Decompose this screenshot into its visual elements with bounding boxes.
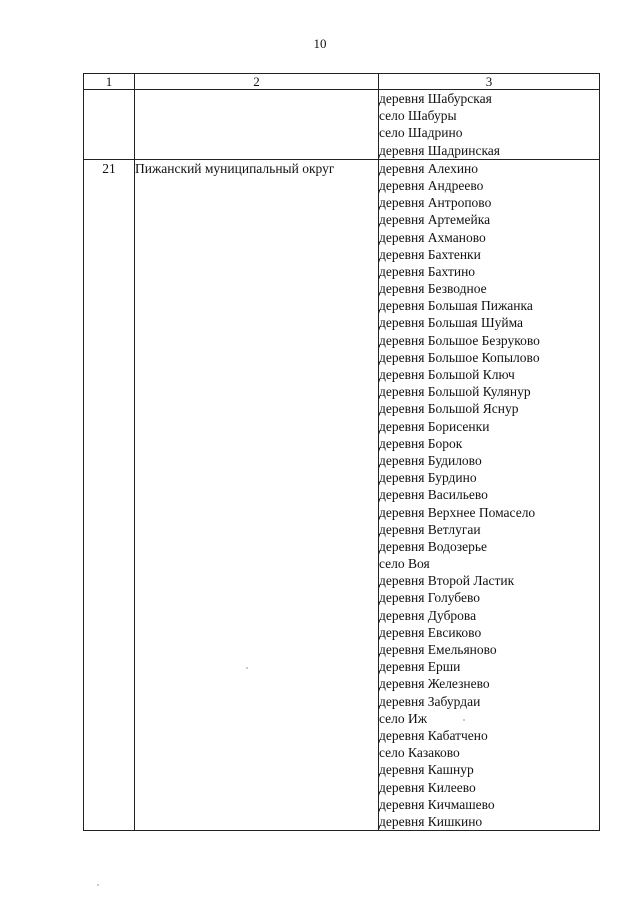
table-header-row <box>84 74 600 90</box>
district-name: Пижанский муниципальный округ <box>135 159 379 830</box>
place-item: деревня Водозерье <box>379 538 487 554</box>
scan-speck <box>463 719 465 721</box>
table-row <box>84 159 600 830</box>
place-item: деревня Большой Яснур <box>379 401 519 417</box>
scan-speck <box>246 667 248 669</box>
place-item: деревня Бурдино <box>379 470 477 486</box>
place-item: деревня Евсиково <box>379 624 482 640</box>
place-item: деревня Большая Шуйма <box>379 315 524 331</box>
place-item: деревня Васильево <box>379 487 488 503</box>
district-name <box>135 90 379 160</box>
place-item: деревня Железнево <box>379 676 490 692</box>
place-item: деревня Ахманово <box>379 229 486 245</box>
place-item: деревня Второй Ластик <box>379 573 515 589</box>
place-item: деревня Кичмашево <box>379 796 495 812</box>
places-list <box>379 90 600 160</box>
place-item: село Шабуры <box>379 108 457 124</box>
place-item: деревня Голубево <box>379 590 480 606</box>
places-list <box>379 159 600 830</box>
header-col-1: 1 <box>84 74 135 90</box>
place-item: село Шадрино <box>379 125 463 141</box>
row-number: 21 <box>84 159 135 830</box>
place-item: деревня Ерши <box>379 659 461 675</box>
place-item: деревня Дуброва <box>379 607 477 623</box>
settlements-table <box>83 73 600 831</box>
place-item: деревня Кабатчено <box>379 727 488 743</box>
header-col-3: 3 <box>379 74 600 90</box>
place-item: село Казаково <box>379 745 460 761</box>
place-item: деревня Большой Ключ <box>379 367 515 382</box>
place-item: деревня Большой Кулянур <box>379 384 531 400</box>
scan-speck <box>97 884 99 886</box>
place-item: деревня Емельяново <box>379 642 497 657</box>
place-item: деревня Шадринская <box>379 142 501 158</box>
place-item: деревня Большая Пижанка <box>379 298 533 314</box>
place-item: деревня Большое Копылово <box>379 349 540 365</box>
place-item: деревня Борисенки <box>379 418 490 434</box>
place-item: село Иж <box>379 710 428 726</box>
page-number: 10 <box>313 36 327 51</box>
header-col-2: 2 <box>135 74 379 90</box>
place-item: деревня Верхнее Помасело <box>379 504 536 520</box>
place-item: деревня Большое Безруково <box>379 332 540 348</box>
place-item: деревня Кишкино <box>379 813 483 829</box>
place-item: деревня Ветлугаи <box>379 521 481 537</box>
place-item: деревня Кашнур <box>379 762 474 778</box>
place-item: деревня Килеево <box>379 779 476 795</box>
place-item: деревня Бахтино <box>379 263 476 279</box>
place-item: деревня Безводное <box>379 281 487 297</box>
place-item: деревня Антропово <box>379 195 492 211</box>
place-item: деревня Артемейка <box>379 212 491 228</box>
place-item: село Воя <box>379 556 430 572</box>
place-item: деревня Андреево <box>379 177 484 193</box>
row-number <box>84 90 135 160</box>
table-row-continuation <box>84 90 600 160</box>
place-item: деревня Будилово <box>379 452 482 468</box>
place-item: деревня Шабурская <box>379 91 492 106</box>
place-item: деревня Алехино <box>379 160 479 176</box>
place-item: деревня Борок <box>379 435 463 451</box>
place-item: деревня Забурдаи <box>379 693 481 709</box>
place-item: деревня Бахтенки <box>379 246 481 262</box>
